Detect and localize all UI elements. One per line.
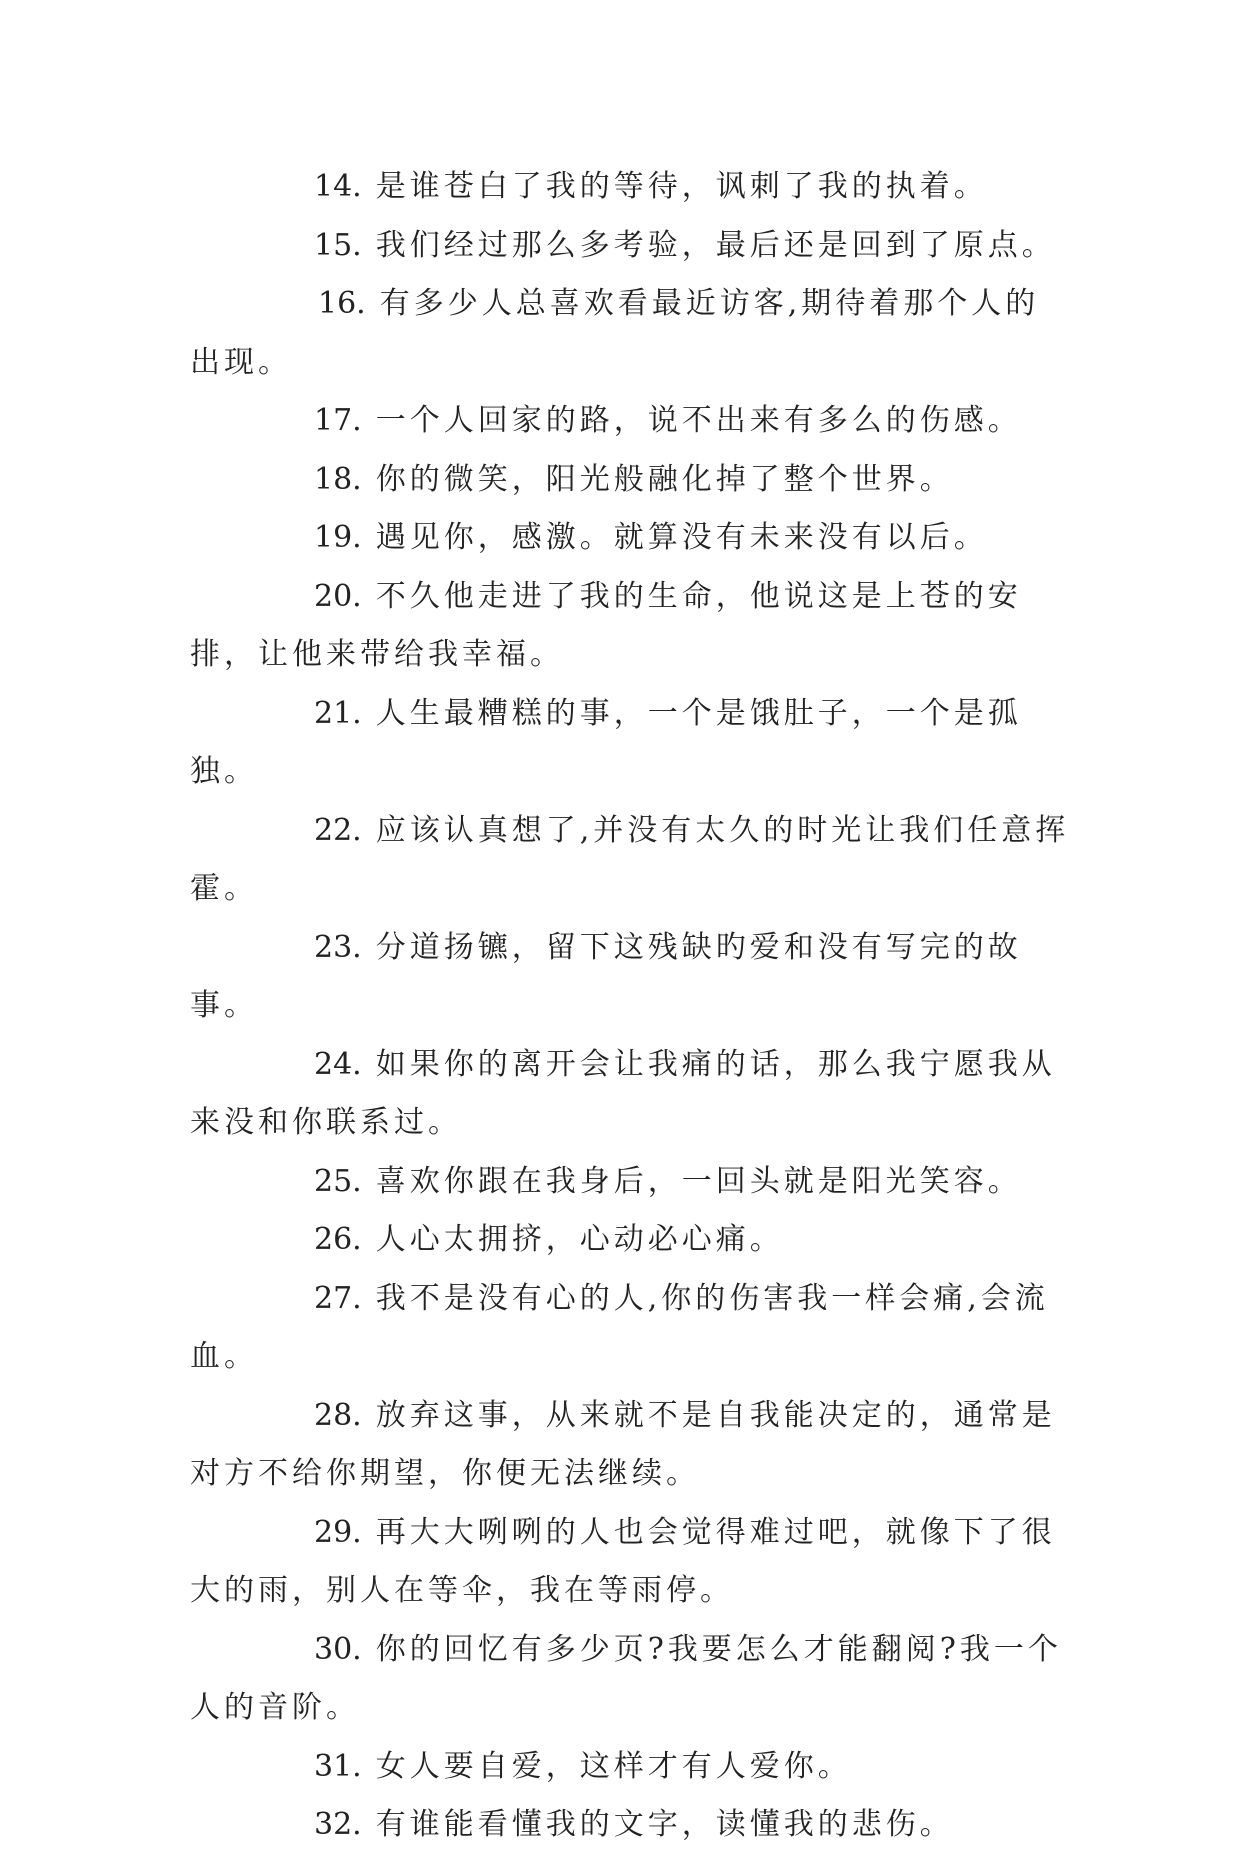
item-number: 29. [314, 1514, 362, 1550]
list-item [190, 685, 1070, 802]
item-number: 17. [314, 403, 362, 438]
item-text: 我不是没有心的人,你的伤害我一样会痛,会流血。 [190, 1280, 1049, 1374]
item-number: 20. [314, 578, 362, 614]
list-item [190, 1621, 1070, 1738]
item-text: 女人要自爱，这样才有人爱你。 [375, 1748, 852, 1784]
item-text: 不久他走进了我的生命，他说这是上苍的安排，让他来带给我幸福。 [190, 578, 1022, 672]
item-number: 26. [314, 1222, 362, 1257]
item-number: 22. [314, 812, 362, 848]
item-text: 遇见你，感激。就算没有未来没有以后。 [375, 520, 988, 555]
item-number: 18. [314, 461, 362, 497]
item-text: 有多少人总喜欢看最近访客,期待着那个人的出现。 [190, 286, 1040, 380]
list-item [190, 1796, 1070, 1855]
item-text: 是谁苍白了我的等待，讽刺了我的执着。 [375, 169, 988, 204]
list-item [190, 1211, 1070, 1270]
item-number: 15. [314, 227, 362, 263]
list-item [190, 392, 1070, 451]
list-item [190, 217, 1070, 276]
item-number: 24. [314, 1046, 362, 1082]
item-number: 23. [314, 929, 362, 965]
item-text: 应该认真想了,并没有太久的时光让我们任意挥霍。 [190, 812, 1070, 906]
item-number: 19. [314, 520, 362, 555]
item-text: 人生最糟糕的事，一个是饿肚子，一个是孤独。 [190, 695, 1022, 789]
item-number: 30. [314, 1631, 362, 1667]
item-number: 14. [314, 169, 362, 204]
item-text: 放弃这事，从来就不是自我能决定的，通常是对方不给你期望，你便无法继续。 [190, 1397, 1056, 1491]
item-text: 喜欢你跟在我身后，一回头就是阳光笑容。 [375, 1163, 1022, 1199]
item-number: 25. [314, 1163, 362, 1199]
item-number: 31. [314, 1748, 362, 1784]
item-text: 我们经过那么多考验，最后还是回到了原点。 [375, 227, 1056, 263]
item-number: 28. [314, 1397, 362, 1433]
list-item [190, 1387, 1070, 1504]
document-body [190, 158, 1070, 1855]
list-item [190, 1153, 1070, 1212]
list-item [190, 1270, 1070, 1387]
item-number: 27. [314, 1280, 362, 1316]
list-item [190, 1738, 1070, 1797]
item-text: 再大大咧咧的人也会觉得难过吧，就像下了很大的雨，别人在等伞，我在等雨停。 [190, 1514, 1056, 1608]
list-item [190, 451, 1070, 510]
item-text: 分道扬镳，留下这残缺旳爱和没有写完的故事。 [190, 929, 1022, 1023]
list-item [190, 802, 1070, 919]
list-item [190, 158, 1070, 217]
item-number: 32. [314, 1807, 362, 1842]
list-item [190, 1504, 1070, 1621]
item-number: 16. [318, 286, 366, 321]
list-item [190, 1036, 1070, 1153]
list-item [190, 568, 1070, 685]
item-text: 你的微笑，阳光般融化掉了整个世界。 [375, 461, 954, 497]
item-text: 一个人回家的路，说不出来有多么的伤感。 [375, 403, 1022, 438]
item-number: 21. [314, 695, 362, 731]
item-text: 人心太拥挤，心动必心痛。 [375, 1222, 784, 1257]
list-item [190, 509, 1070, 568]
list-item [190, 275, 1070, 392]
item-text: 如果你的离开会让我痛的话，那么我宁愿我从来没和你联系过。 [190, 1046, 1056, 1140]
item-text: 有谁能看懂我的文字，读懂我的悲伤。 [375, 1807, 954, 1842]
list-item [190, 919, 1070, 1036]
item-text: 你的回忆有多少页?我要怎么才能翻阅?我一个人的音阶。 [190, 1631, 1062, 1725]
